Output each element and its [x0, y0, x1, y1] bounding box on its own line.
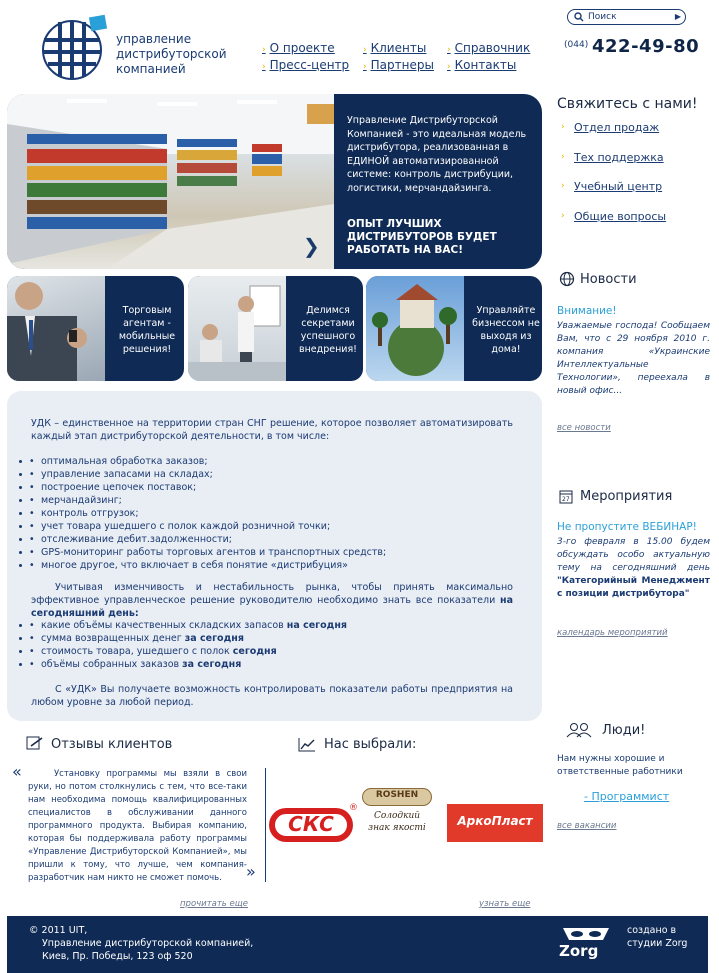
main-outro: С «УДК» Вы получаете возможность контролировать показатели работы предприятия на любом уровне за любой период. — [31, 684, 513, 708]
feature-list — [31, 455, 511, 572]
contact-sales-link[interactable]: Отдел продаж — [574, 121, 660, 134]
phone-number: 422-49-80 — [592, 36, 700, 57]
zorg-logo[interactable] — [559, 926, 619, 968]
bullet-icon: › — [561, 181, 565, 191]
footer — [7, 916, 708, 973]
main-paragraph-2 — [31, 581, 513, 620]
logo[interactable] — [40, 14, 240, 80]
tile-remote-caption: Управляйте бизнессом не выходя из дома! — [472, 305, 540, 355]
footer-address: Киев, Пр. Победы, 123 оф 520 — [42, 951, 193, 962]
tile-secrets[interactable] — [188, 276, 363, 381]
tile-mobile[interactable] — [7, 276, 184, 381]
list-item: • • какие объёмы качественных складских запасов на сегодня — [31, 619, 511, 632]
para2-text: Учитывая изменчивость и нестабильность рынка, чтобы принять максимально эффективное управленческое решение руководителю необходимо знать все показатели — [31, 582, 513, 606]
all-vacancies-link[interactable]: все вакансии — [557, 821, 617, 831]
footer-studio-credit[interactable]: создано в студии Zorg — [627, 925, 688, 949]
contact-training-link[interactable]: Учебный центр — [574, 180, 663, 193]
learn-more-link[interactable]: узнать еще — [479, 899, 531, 909]
list-item: • • отслеживание дебит.задолженности; — [31, 533, 511, 546]
search-icon — [574, 12, 584, 22]
tile-mobile-caption: Торговым агентам - мобильные решения! — [118, 305, 176, 355]
nav-clients[interactable]: › Клиенты — [363, 41, 427, 55]
logo-arcoplast-text: АркоПласт — [457, 814, 533, 828]
tile-secrets-caption: Делимся секретами успешного внедрения! — [298, 305, 357, 355]
logo-text — [116, 32, 246, 77]
logo-sks[interactable]: СКС ® — [269, 806, 357, 844]
hero-description: Управление Дистрибуторской Компанией - это идеальная модель дистрибутора, реализованная в ЕДИНОЙ автоматизированной системе: контроль дистрибуции, логистики, мерчандайзинга. — [347, 115, 527, 194]
nav-reference[interactable]: › Справочник — [447, 41, 531, 55]
nav-column-3 — [447, 41, 530, 75]
list-item: • • мерчандайзинг; — [31, 494, 511, 507]
list-item: • • управление запасами на складах; — [31, 468, 511, 481]
news-title: Новости — [580, 272, 637, 287]
people-title: Люди! — [602, 723, 646, 738]
reviews-title: Отзывы клиентов — [51, 737, 173, 752]
logo-line-2: дистрибуторской — [116, 47, 227, 61]
search-placeholder: Поиск — [588, 12, 617, 22]
chosen-title: Нас выбрали: — [324, 737, 417, 752]
supermarket-image — [7, 94, 334, 269]
list-item: • • GPS-мониторинг работы торговых агентов и транспортных средств; — [31, 546, 511, 559]
meeting-image — [188, 276, 286, 381]
planet-house-image — [366, 276, 464, 381]
bullet-icon: › — [561, 211, 565, 221]
people-body: Нам нужны хорошие и ответственные работники — [557, 754, 683, 777]
list-item: • • стоимость товара, ушедшего с полок сегодня — [31, 645, 511, 658]
nav-contacts[interactable]: › Контакты — [447, 58, 517, 72]
phone-code: (044) — [564, 40, 589, 50]
logo-line-1: управление — [116, 32, 192, 46]
search-submit-icon[interactable]: ▶ — [674, 12, 681, 21]
all-news-link[interactable]: все новости — [557, 423, 611, 433]
hero-banner — [7, 94, 542, 269]
list-item: • • контроль отгрузок; — [31, 507, 511, 520]
chart-icon — [298, 737, 316, 752]
businessman-phone-image — [7, 276, 105, 381]
hero-next-arrow-icon[interactable]: ❯ — [303, 234, 320, 258]
nav-about[interactable]: › О проекте — [262, 41, 335, 55]
hero-slogan: ОПЫТ ЛУЧШИХ ДИСТРИБУТОРОВ БУДЕТ РАБОТАТЬ НА ВАС! — [347, 218, 497, 256]
quote-next-icon[interactable]: » — [246, 862, 256, 881]
calendar-icon — [559, 489, 573, 504]
read-more-link[interactable]: прочитать еще — [180, 899, 248, 909]
events-body: 3-го февраля в 15.00 будем обсуждать особо актуальную тему на сегодняшний день "Категорийный Менеджмент с позиции дистрибутора" — [557, 537, 710, 599]
list-item: • • объёмы собранных заказов за сегодня — [31, 658, 511, 671]
news-headline[interactable]: Внимание! — [557, 305, 617, 317]
svg-text:27: 27 — [562, 496, 570, 503]
bullet-icon: › — [561, 122, 565, 132]
globe-logo-icon — [40, 14, 110, 80]
job-programmer-link[interactable]: - Программист — [584, 790, 670, 803]
nav-column-2 — [363, 41, 434, 75]
people-icon — [566, 722, 594, 738]
footer-copyright: © 2011 UIT, — [29, 925, 88, 936]
list-item: • • оптимальная обработка заказов; — [31, 455, 511, 468]
events-calendar-link[interactable]: календарь мероприятий — [557, 628, 668, 638]
footer-company: Управление дистрибуторской компанией, — [42, 938, 254, 949]
list-item: • • многое другое, что включает в себя понятие «дистрибуция» — [31, 559, 511, 572]
list-item: • • учет товара ушедшего с полок каждой розничной точки; — [31, 520, 511, 533]
logo-line-3: компанией — [116, 62, 186, 76]
list-item: • • построение цепочек поставок; — [31, 481, 511, 494]
nav-press[interactable]: › Пресс-центр — [262, 58, 350, 72]
logo-sks-text: СКС — [288, 812, 334, 836]
reviews-icon — [26, 736, 44, 751]
metrics-list — [31, 619, 511, 671]
logo-roshen[interactable] — [358, 784, 436, 864]
logo-roshen-text: ROSHEN — [375, 790, 419, 800]
divider — [265, 768, 266, 882]
main-intro: УДК – единственное на территории стран СНГ решение, которое позволяет автоматизировать каждый этап дистрибуторской деятельности, в том числе: — [31, 418, 513, 442]
events-headline[interactable]: Не пропустите ВЕБИНАР! — [557, 521, 697, 533]
nav-partners[interactable]: › Партнеры — [363, 58, 434, 72]
review-quote: Установку программы мы взяли в свои руки, но потом столкнулись с тем, что все-таки нам необходима помощь квалифицированных специалистов в обслуживании данного программного продукта. Выбирая компанию, которая бы поддерживала работу программы «Управление Дистрибуторской Компанией», мы пришли к тому, что лучше, чем компания-разработчик нам никто не сможет помочь. — [28, 769, 247, 883]
globe-news-icon — [559, 271, 575, 287]
events-title: Мероприятия — [580, 489, 673, 504]
nav-column-1 — [262, 41, 349, 75]
contact-general-link[interactable]: Общие вопросы — [574, 210, 667, 223]
logo-arcoplast[interactable] — [447, 804, 543, 842]
contact-support-link[interactable]: Тех поддержка — [574, 151, 664, 164]
tile-remote[interactable] — [366, 276, 542, 381]
para2-bold: на сегодняшний день: — [31, 595, 513, 619]
quote-prev-icon[interactable]: « — [12, 762, 22, 781]
search-input[interactable] — [567, 9, 686, 25]
news-body: Уважаемые господа! Сообщаем Вам, что с 29 ноября 2010 г. компания «Украинские Интеллектуальные Технологии», переехала в новый офис... — [557, 321, 710, 396]
bullet-icon: › — [561, 152, 565, 162]
main-content — [7, 391, 542, 721]
contact-title: Свяжитесь с нами! — [557, 96, 698, 112]
list-item: • • сумма возвращенных денег за сегодня — [31, 632, 511, 645]
logo-roshen-slogan: Солодкий знак якості — [368, 811, 426, 833]
zorg-logo-text: Zorg — [559, 942, 599, 960]
